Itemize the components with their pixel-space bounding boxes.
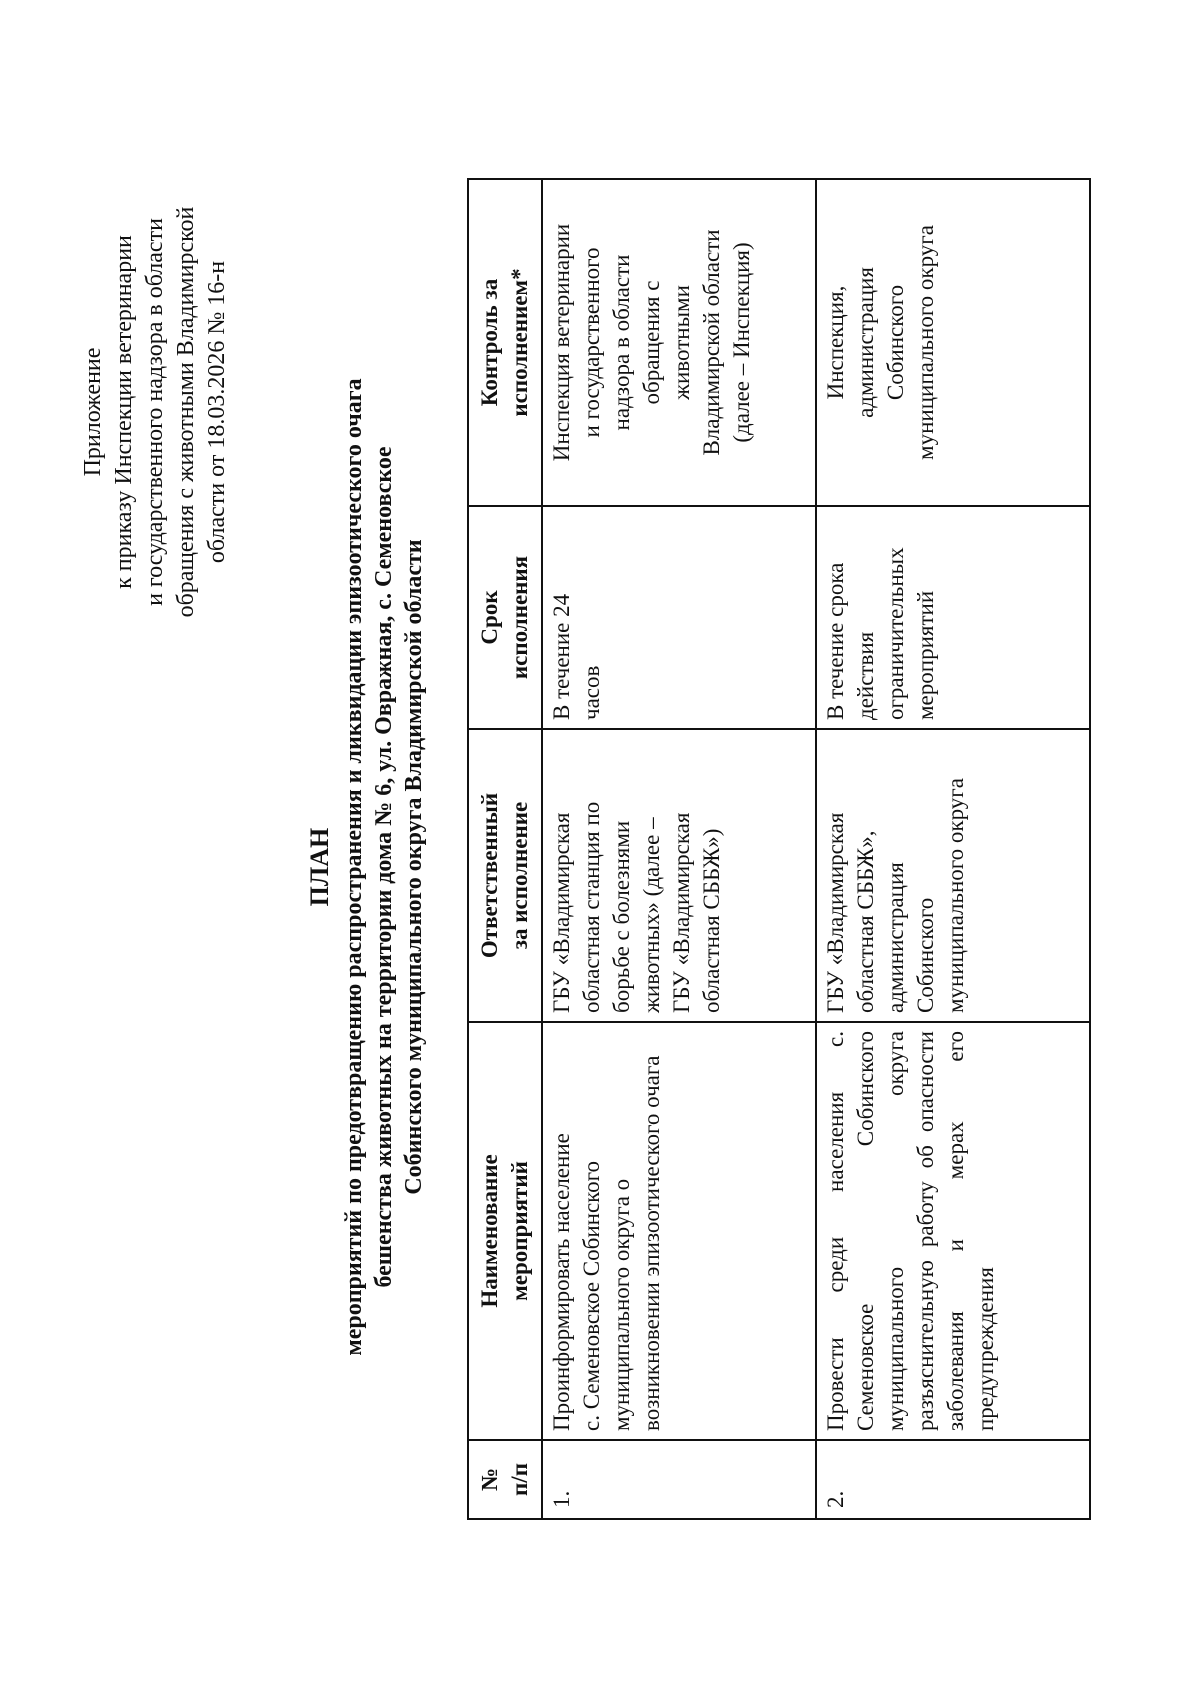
- header-responsible: Ответственный за исполнение: [468, 729, 542, 1022]
- cell-responsible: ГБУ «Владимирская областная СББЖ», администрация Собинского муниципального округа: [816, 729, 1090, 1022]
- plan-subtitle-line: бешенства животных на территории дома № 6, ул. Овражная, с. Семеновское: [371, 446, 397, 1288]
- cell-term: В течение срока действия ограничительных мероприятий: [816, 506, 1090, 729]
- header-num: № п/п: [468, 1440, 542, 1519]
- cell-control: Инспекция, администрация Собинского муниципального округа: [816, 179, 1090, 506]
- cell-responsible: ГБУ «Владимирская областная станция по борьбе с болезнями животных» (далее – ГБУ «Владимирская областная СББЖ»): [542, 729, 816, 1022]
- plan-table: [467, 178, 1091, 1520]
- appendix-line: к приказу Инспекции ветеринарии: [111, 235, 137, 589]
- header-name: Наименование мероприятий: [468, 1022, 542, 1440]
- cell-name: Провести среди населения с. Семеновское Собинского муниципального округа разъяснительную работу об опасности заболевания и мерах его предупреждения: [816, 1022, 1090, 1440]
- appendix-line: обращения с животными Владимирской: [173, 206, 199, 618]
- table-row: [816, 179, 1090, 1519]
- header-term: Срок исполнения: [468, 506, 542, 729]
- plan-title: ПЛАН: [305, 827, 334, 907]
- appendix-line: Приложение: [80, 347, 106, 477]
- plan-heading: [303, 177, 429, 1557]
- plan-subtitle-line: мероприятий по предотвращению распространения и ликвидации эпизоотического очага: [341, 378, 367, 1356]
- cell-term: В течение 24 часов: [542, 506, 816, 729]
- appendix-line: и государственного надзора в области: [142, 218, 168, 606]
- header-control: Контроль за исполнением*: [468, 179, 542, 506]
- cell-num: 1.: [542, 1440, 816, 1519]
- cell-name: Проинформировать население с. Семеновское Собинского муниципального округа о возникновении эпизоотического очага: [542, 1022, 816, 1440]
- appendix-line: области от 18.03.2026 № 16-н: [204, 260, 230, 564]
- cell-num: 2.: [816, 1440, 1090, 1519]
- table-row: [542, 179, 816, 1519]
- appendix-header: [78, 122, 233, 702]
- plan-subtitle-line: Собинского муниципального округа Владимирской области: [401, 539, 427, 1195]
- cell-control: Инспекция ветеринарии и государственного надзора в области обращения с животными Владимирской области (далее – Инспекция): [542, 179, 816, 506]
- table-header-row: [468, 179, 542, 1519]
